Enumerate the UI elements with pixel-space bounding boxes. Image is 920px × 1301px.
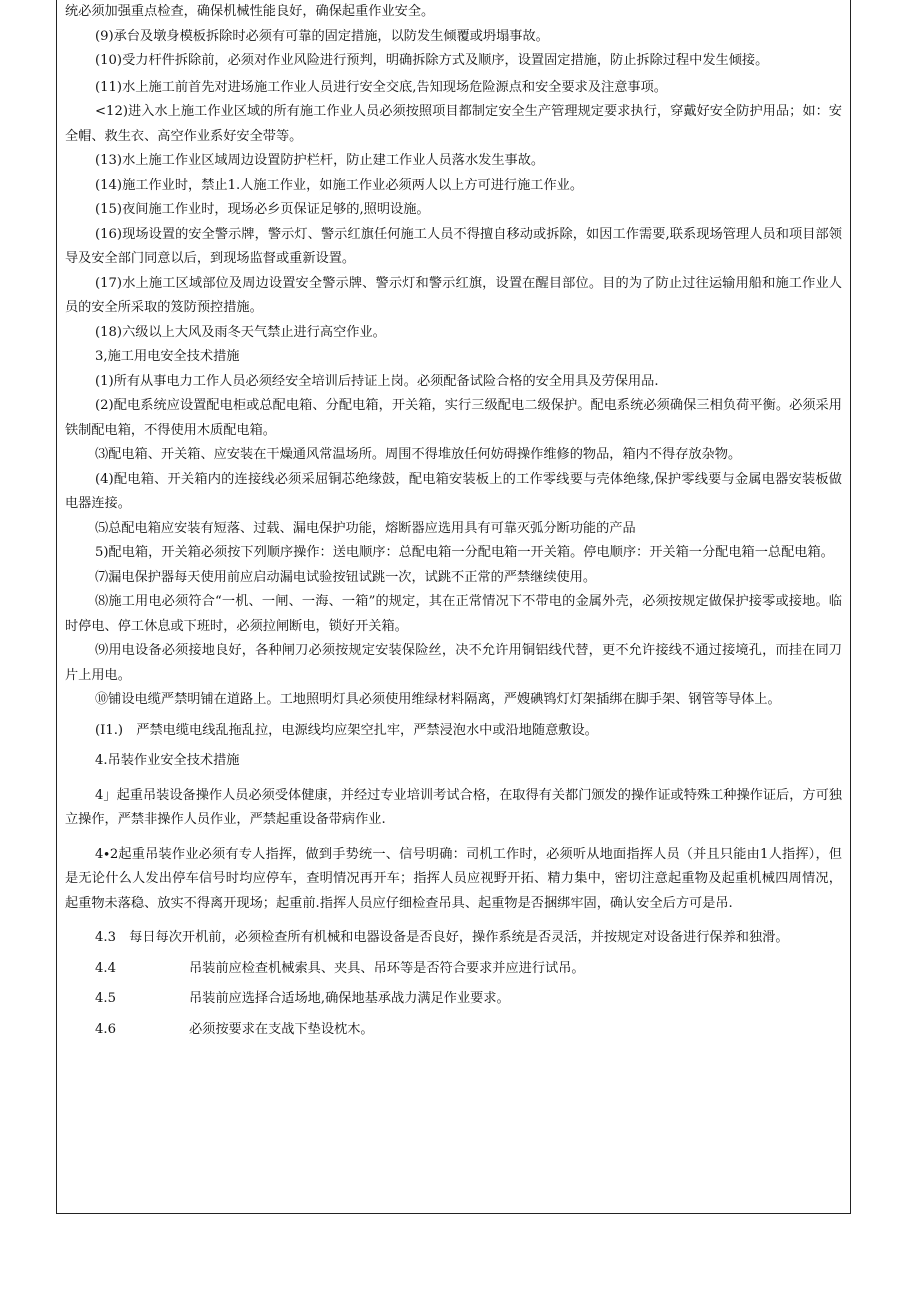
paragraph-10: (10)受力杆件拆除前，必须对作业风险进行预判，明确拆除方式及顺序，设置固定措施，防止拆除过程中发生倾接。 bbox=[95, 53, 769, 68]
paragraph-15: (15)夜间施工作业时，现场必乡页保证足够的,照明设施。 bbox=[95, 202, 430, 217]
paragraph-16: (16)现场设置的安全警示牌，警示灯、警示红旗任何施工人员不得擅自移动或拆除，如因工作需要,联系现场管理人员和项目部领导及安全部门同意以后，到现场监督或重新设置。 bbox=[65, 226, 842, 266]
document-table-frame bbox=[56, 0, 851, 1214]
section-heading-lifting: 4.吊装作业安全技术措施 bbox=[95, 753, 240, 768]
electric-item-1: (1)所有从事电力工作人员必须经安全培训后持证上岗。必须配备试险合格的安全用具及劳保用品. bbox=[95, 373, 659, 389]
paragraph-18: (18)六级以上大风及雨冬天气禁止进行高空作业。 bbox=[95, 324, 386, 340]
electric-item-10: ⑩铺设电缆严禁明铺在道路上。工地照明灯具必须使用维绿材料隔离，严嫂碘鸨灯灯架插绑在脚手架、钢管等导体上。 bbox=[95, 692, 781, 707]
document-body bbox=[57, 0, 850, 1042]
electric-item-2: (2)配电系统应设置配电柜或总配电箱、分配电箱，开关箱，实行三级配电二级保护。配电系统必须确保三相负荷平衡。必须采用铁制配电箱，不得使用木质配电箱。 bbox=[65, 398, 842, 438]
item-text: 必须按要求在支战下垫设枕木。 bbox=[189, 1021, 374, 1037]
item-text: 吊装前应选择合适场地,确保地基承战力满足作业要求。 bbox=[189, 991, 510, 1006]
electric-item-8: ⑻施工用电必须符合“一机、一闸、一海、一箱”的规定，其在正常情况下不带电的金属外壳，必须按规定做保护接零或接地。临时停电、停工休息或下班时，必须拉闸断电，锁好开关箱。 bbox=[65, 594, 842, 634]
item-number: 4.6 bbox=[95, 1021, 116, 1037]
item-number: 4.5 bbox=[95, 991, 116, 1006]
item-text: 每日每次开机前，必须检查所有机械和电器设备是否良好，操作系统是否灵活，并按规定对设备进行保养和独滑。 bbox=[129, 930, 789, 945]
paragraph-13: (13)水上施工作业区域周边设置防护栏杆，防止建工作业人员落水发生事故。 bbox=[95, 153, 545, 168]
paragraph-continuation: 统必须加强重点检查，确保机械性能良好，确保起重作业安全。 bbox=[65, 4, 435, 19]
electric-item-5: ⑸总配电箱应安装有短落、过载、漏电保护功能，熔断器应选用具有可靠灭弧分断功能的产品 bbox=[95, 520, 636, 536]
paragraph-14: (14)施工作业时，禁止1.人施工作业，如施工作业必须两人以上方可进行施工作业。 bbox=[95, 177, 584, 193]
lifting-item-4-6 bbox=[65, 1018, 842, 1043]
paragraph-12: <12)进入水上施工作业区域的所有施工作业人员必须按照项目都制定安全生产管理规定要求执行，穿戴好安全防护用品；如：安全帽、救生衣、高空作业系好安全带等。 bbox=[65, 104, 842, 144]
electric-item-11: (I1.) 严禁电缆电线乱拖乱拉，电源线均应架空扎牢，严禁浸泡水中或沿地随意敷设。 bbox=[95, 722, 598, 738]
lifting-item-4-5 bbox=[65, 987, 842, 1012]
paragraph-11: (11)水上施工前首先对进场施工作业人员进行安全交底,告知现场危险源点和安全要求及注意事项。 bbox=[95, 79, 667, 95]
electric-item-6: 5)配电箱，开关箱必须按下列顺序操作：送电顺序：总配电箱一分配电箱一开关箱。停电顺序：开关箱一分配电箱一总配电箱。 bbox=[95, 545, 834, 560]
electric-item-7: ⑺漏电保护器每天使用前应启动漏电试验按钮试跳一次，试跳不正常的严禁继续使用。 bbox=[95, 569, 597, 585]
item-number: 4.4 bbox=[95, 960, 116, 976]
paragraph-17: (17)水上施工区域部位及周边设置安全警示牌、警示灯和警示红旗，设置在醒目部位。目的为了防止过往运输用船和施工作业人员的安全所采取的笈防预控措施。 bbox=[65, 275, 842, 315]
section-heading-electricity: 3,施工用电安全技术措施 bbox=[95, 349, 240, 364]
electric-item-3: ⑶配电箱、开关箱、应安装在干燥通风常温场所。周围不得堆放任何妨碍操作维修的物品，箱内不得存放杂物。 bbox=[95, 447, 742, 462]
item-number: 4.3 bbox=[95, 930, 116, 945]
lifting-item-4-3 bbox=[65, 926, 842, 951]
electric-item-4: (4)配电箱、开关箱内的连接线必须采屈铜芯绝缘鼓，配电箱安装板上的工作零线要与壳体绝缘,保护零线要与金属电器安装板做电器连接。 bbox=[65, 471, 842, 511]
item-text: 吊装前应检查机械索具、夹具、吊环等是否符合要求并应进行试吊。 bbox=[189, 960, 585, 976]
lifting-item-4-4 bbox=[65, 957, 842, 982]
paragraph-9: (9)承台及墩身模板拆除时必须有可靠的固定措施，以防发生倾覆或坍塌事故。 bbox=[95, 28, 549, 44]
lifting-item-4-1: 4」起重吊装设备操作人员必须受体健康，并经过专业培训考试合格，在取得有关都门颁发的操作证或特殊工种操作证后，方可独立操作，严禁非操作人员作业，严禁起重设备带病作业. bbox=[65, 787, 842, 827]
lifting-item-4-2: 4∙2起重吊装作业必须有专人指挥，做到手势统一、信号明确：司机工作时，必须听从地面指挥人员（并且只能由1人指挥），但是无论什么人发出停车信号时均应停车，查明情况再开车；指挥人员应视野开拓、精力集中，密切注意起重物及起重机械四周情况，起重物未落稳、放实不得离开现场；起重前.指挥人员应仔细检查吊具、起重物是否捆绑牢固，确认安全后方可是吊. bbox=[65, 846, 842, 911]
electric-item-9: ⑼用电设备必须接地良好，各种闸刀必须按规定安装保险丝，决不允许用铜铝线代替，更不允许接线不通过接境孔，而挂在同刀片上用电。 bbox=[65, 643, 842, 683]
